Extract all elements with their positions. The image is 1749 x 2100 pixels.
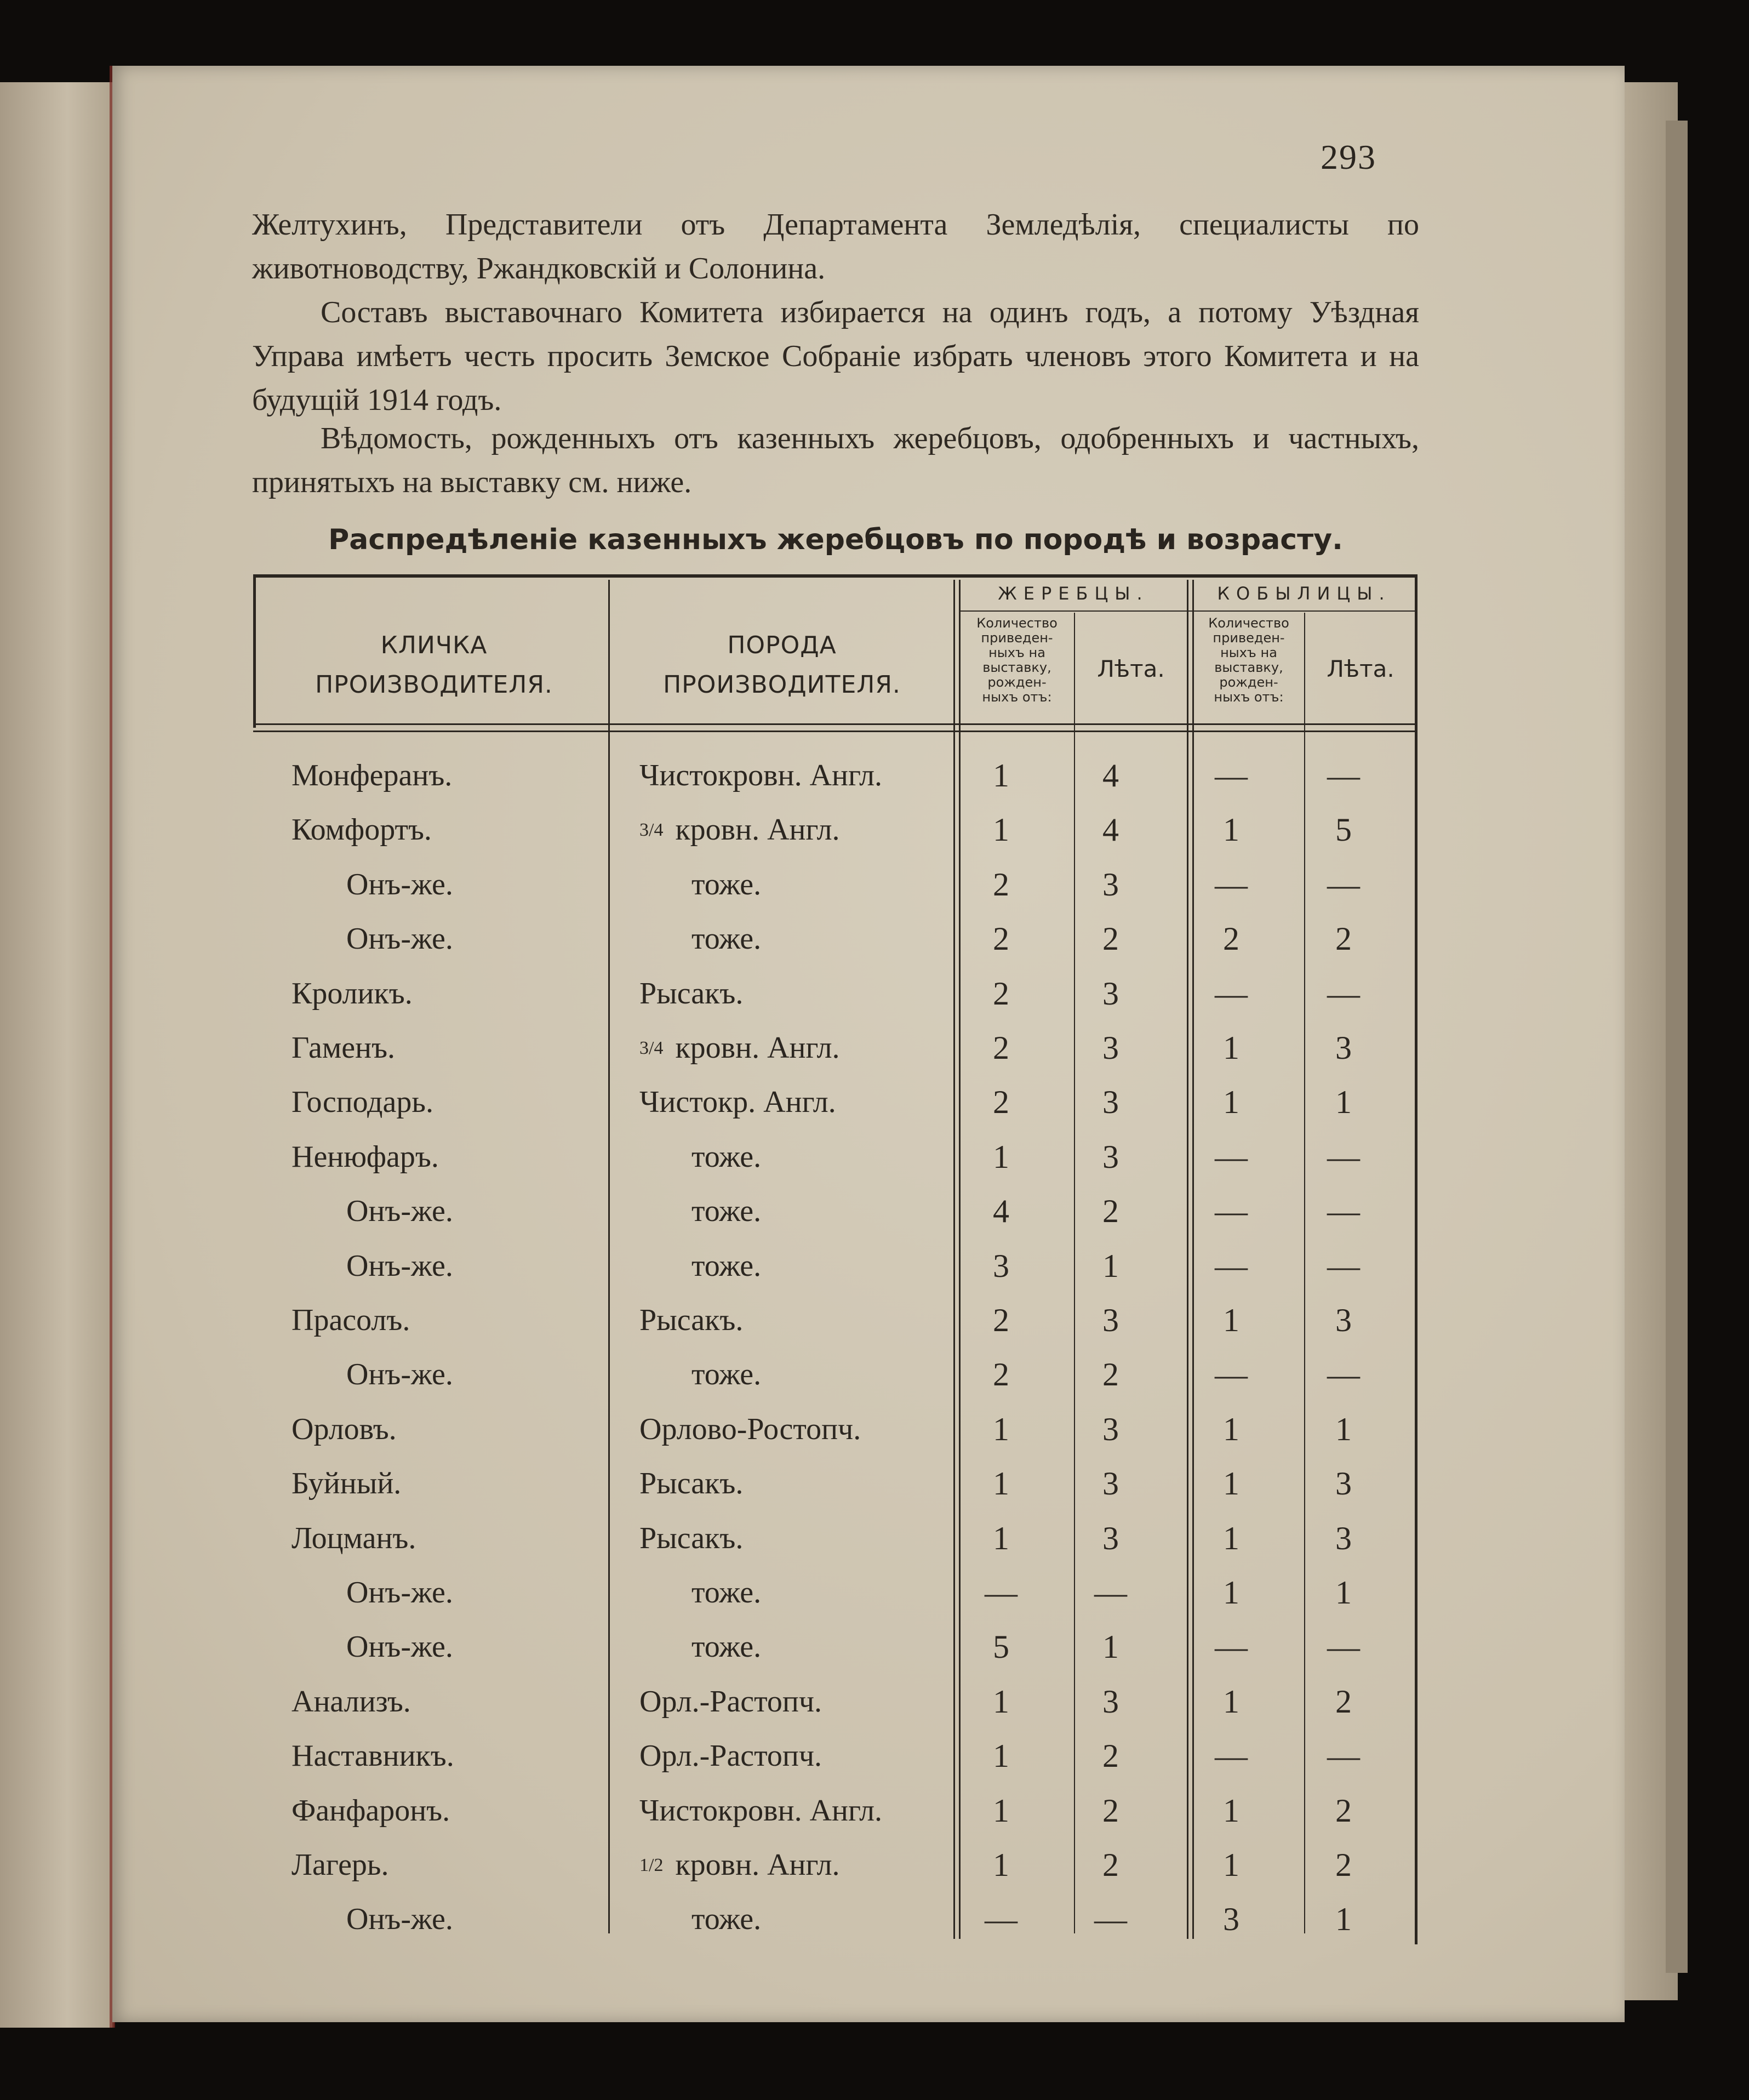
- cell-breed-fraction: 1/2: [639, 1855, 664, 1875]
- cell-breed: тоже.: [691, 1194, 762, 1229]
- cell-stallion-years: 2: [1102, 1847, 1119, 1883]
- cell-mare-years: —: [1327, 1193, 1360, 1230]
- page-stack-edge-inner: [1666, 121, 1688, 1973]
- cell-breed: тоже.: [691, 1357, 762, 1392]
- cell-mare-years: —: [1327, 1738, 1360, 1774]
- cell-breed: Орл.-Растопч.: [639, 1684, 822, 1719]
- cell-mare-count: 1: [1223, 1030, 1239, 1066]
- cell-stallion-count: 5: [993, 1629, 1009, 1665]
- cell-stallion-name: Гаменъ.: [292, 1031, 396, 1065]
- cell-mare-years: 3: [1335, 1030, 1352, 1066]
- table-row: [253, 1457, 1417, 1511]
- cell-stallion-years: 3: [1102, 1465, 1119, 1502]
- cell-mare-count: 3: [1223, 1901, 1239, 1938]
- cell-mare-years: 3: [1335, 1465, 1352, 1502]
- cell-stallion-count: 1: [993, 1411, 1009, 1447]
- cell-stallion-years: 3: [1102, 1138, 1119, 1175]
- cell-stallion-count: 4: [993, 1193, 1009, 1230]
- table-row: [253, 858, 1417, 912]
- header-count-line: приведен-: [981, 630, 1053, 646]
- cell-stallion-years: 3: [1102, 1520, 1119, 1556]
- cell-mare-count: —: [1215, 866, 1248, 903]
- cell-mare-count: —: [1215, 975, 1248, 1012]
- table-row: [253, 1402, 1417, 1457]
- cell-mare-count: 1: [1223, 812, 1239, 848]
- cell-stallion-name: Онъ-же.: [346, 1248, 453, 1283]
- cell-mare-count: 1: [1223, 1847, 1239, 1883]
- header-mare-count: [1193, 616, 1304, 705]
- cell-mare-count: 1: [1223, 1302, 1239, 1338]
- header-name-line2: ПРОИЗВОДИТЕЛЯ.: [315, 671, 553, 699]
- table-row: [253, 1130, 1417, 1184]
- cell-mare-count: —: [1215, 1247, 1248, 1284]
- paragraph-2: [252, 290, 1419, 422]
- cell-mare-count: —: [1215, 1356, 1248, 1393]
- cell-mare-count: 1: [1223, 1084, 1239, 1121]
- cell-mare-count: —: [1215, 1138, 1248, 1175]
- cell-mare-count: —: [1215, 1738, 1248, 1774]
- cell-stallion-name: Онъ-же.: [346, 1630, 453, 1664]
- cell-stallion-count: 1: [993, 1683, 1009, 1720]
- cell-stallion-name: Анализъ.: [292, 1684, 411, 1719]
- cell-breed: тоже.: [691, 867, 762, 901]
- cell-stallion-name: Прасолъ.: [292, 1303, 410, 1337]
- cell-stallion-years: 1: [1102, 1629, 1119, 1665]
- cell-mare-years: —: [1327, 1138, 1360, 1175]
- cell-stallion-name: Онъ-же.: [346, 1194, 453, 1229]
- header-mares: КОБЫЛИЦЫ.: [1217, 583, 1391, 604]
- cell-stallion-name: Фанфаронъ.: [292, 1793, 450, 1828]
- cell-stallion-count: 1: [993, 1138, 1009, 1175]
- cell-breed: Орлово-Ростопч.: [639, 1412, 861, 1446]
- cell-stallion-name: Ненюфаръ.: [292, 1139, 439, 1174]
- cell-breed: [639, 1021, 840, 1075]
- table-row: [253, 1620, 1417, 1674]
- cell-mare-years: —: [1327, 1247, 1360, 1284]
- cell-stallion-count: 1: [993, 1792, 1009, 1829]
- table-row: [253, 1892, 1417, 1947]
- cell-stallion-years: 3: [1102, 1302, 1119, 1338]
- table-row: [253, 1239, 1417, 1293]
- cell-stallion-count: 2: [993, 1302, 1009, 1338]
- header-breed-line2: ПРОИЗВОДИТЕЛЯ.: [663, 671, 901, 699]
- cell-stallion-years: 3: [1102, 1030, 1119, 1066]
- cell-stallion-count: 2: [993, 921, 1009, 957]
- header-count-line: ныхъ отъ:: [1214, 689, 1284, 705]
- cell-stallion-name: Онъ-же.: [346, 1357, 453, 1392]
- cell-stallion-count: 3: [993, 1247, 1009, 1284]
- paragraph-2-text: Составъ выставочнаго Комитета избирается на одинъ годъ, а потому Уѣздная Управа имѣетъ честь просить Земское Собраніе избрать членовъ этого Комитета и на будущій 1914 годъ.: [252, 295, 1419, 417]
- table-row: [253, 1075, 1417, 1129]
- paragraph-3: [252, 416, 1419, 504]
- table-row: [253, 1511, 1417, 1566]
- header-count-line: рожден-: [1219, 675, 1278, 690]
- table-row: [253, 1838, 1417, 1892]
- cell-stallion-years: 2: [1102, 921, 1119, 957]
- cell-mare-years: 5: [1335, 812, 1352, 848]
- table-row: [253, 1675, 1417, 1729]
- cell-mare-count: 1: [1223, 1411, 1239, 1447]
- cell-mare-years: —: [1327, 866, 1360, 903]
- cell-mare-count: 1: [1223, 1574, 1239, 1611]
- table-row: [253, 1293, 1417, 1348]
- cell-mare-years: 1: [1335, 1574, 1352, 1611]
- cell-breed: Чистокровн. Англ.: [639, 1793, 883, 1828]
- header-count-line: выставку,: [982, 660, 1051, 675]
- header-breed-line1: ПОРОДА: [727, 631, 837, 659]
- table-row: [253, 1729, 1417, 1783]
- table-left-border: [253, 574, 256, 728]
- cell-stallion-years: —: [1094, 1901, 1127, 1938]
- paragraph-1-text: Желтухинъ, Представители отъ Департамента Земледѣлія, специалисты по животноводству, Ржандковскій и Солонина.: [252, 208, 1419, 286]
- cell-mare-count: —: [1215, 1629, 1248, 1665]
- header-separator-double: [253, 731, 1417, 732]
- cell-mare-count: 2: [1223, 921, 1239, 957]
- cell-stallion-count: 1: [993, 757, 1009, 794]
- cell-breed: тоже.: [691, 922, 762, 956]
- cell-stallion-years: 3: [1102, 1683, 1119, 1720]
- cell-stallion-count: 1: [993, 812, 1009, 848]
- cell-breed: Рысакъ.: [639, 1521, 744, 1555]
- paragraph-3-text: Вѣдомость, рожденныхъ отъ казенныхъ жеребцовъ, одобренныхъ и частныхъ, принятыхъ на выставку см. ниже.: [252, 421, 1419, 499]
- cell-stallion-name: Наставникъ.: [292, 1739, 454, 1773]
- header-count-line: приведен-: [1213, 630, 1285, 646]
- cell-stallion-years: 1: [1102, 1247, 1119, 1284]
- header-count-line: Количество: [976, 615, 1058, 631]
- cell-mare-count: 1: [1223, 1792, 1239, 1829]
- cell-stallion-years: —: [1094, 1574, 1127, 1611]
- cell-breed: Рысакъ.: [639, 976, 744, 1011]
- header-count-line: рожден-: [987, 675, 1047, 690]
- cell-stallion-name: Онъ-же.: [346, 1902, 453, 1937]
- cell-stallion-count: 2: [993, 975, 1009, 1012]
- cell-mare-years: —: [1327, 757, 1360, 794]
- cell-stallion-count: 1: [993, 1738, 1009, 1774]
- cell-mare-years: 2: [1335, 1792, 1352, 1829]
- table-row: [253, 967, 1417, 1021]
- table-row: [253, 749, 1417, 803]
- header-stallion-years: Лѣта.: [1097, 655, 1165, 682]
- cell-breed: тоже.: [691, 1576, 762, 1610]
- cell-mare-years: 1: [1335, 1411, 1352, 1447]
- cell-stallion-name: Господарь.: [292, 1085, 433, 1120]
- table-row: [253, 1021, 1417, 1075]
- cell-breed: тоже.: [691, 1630, 762, 1664]
- cell-mare-years: 1: [1335, 1084, 1352, 1121]
- table-top-border: [253, 574, 1417, 578]
- cell-mare-years: —: [1327, 1629, 1360, 1665]
- cell-breed-fraction: 3/4: [639, 820, 664, 841]
- cell-mare-years: 3: [1335, 1520, 1352, 1556]
- table-row: [253, 1348, 1417, 1402]
- cell-stallion-name: Онъ-же.: [346, 1576, 453, 1610]
- cell-breed: тоже.: [691, 1902, 762, 1937]
- table-title: Распредѣленіе казенныхъ жеребцовъ по породѣ и возрасту.: [328, 523, 1343, 556]
- cell-stallion-name: Орловъ.: [292, 1412, 397, 1446]
- cell-stallion-count: 1: [993, 1520, 1009, 1556]
- table-row: [253, 1184, 1417, 1239]
- cell-stallion-count: 2: [993, 1084, 1009, 1121]
- cell-breed-fraction: 3/4: [639, 1038, 664, 1058]
- cell-breed: Чистокр. Англ.: [639, 1085, 836, 1120]
- cell-stallion-years: 4: [1102, 812, 1119, 848]
- cell-stallion-count: 1: [993, 1847, 1009, 1883]
- cell-stallion-name: Монферанъ.: [292, 758, 453, 792]
- cell-stallion-count: —: [985, 1574, 1018, 1611]
- cell-mare-years: 2: [1335, 921, 1352, 957]
- table-row: [253, 912, 1417, 966]
- cell-mare-years: —: [1327, 975, 1360, 1012]
- cell-stallion-years: 3: [1102, 1084, 1119, 1121]
- header-count-line: Количество: [1208, 615, 1289, 631]
- cell-breed: [639, 1838, 840, 1892]
- header-count-line: ныхъ отъ:: [982, 689, 1052, 705]
- cell-breed-text: кровн. Англ.: [675, 1848, 840, 1882]
- horse-table: [253, 574, 1417, 1955]
- cell-stallion-count: —: [985, 1901, 1018, 1938]
- cell-stallion-count: 2: [993, 1356, 1009, 1393]
- header-name-line1: КЛИЧКА: [380, 631, 488, 659]
- cell-breed: Орл.-Растопч.: [639, 1739, 822, 1773]
- cell-stallion-years: 3: [1102, 866, 1119, 903]
- left-page-edge: [0, 82, 114, 2028]
- cell-stallion-years: 2: [1102, 1792, 1119, 1829]
- cell-breed-text: кровн. Англ.: [675, 1031, 840, 1065]
- cell-mare-count: —: [1215, 757, 1248, 794]
- table-row: [253, 1566, 1417, 1620]
- cell-stallion-years: 2: [1102, 1193, 1119, 1230]
- paragraph-1: [252, 203, 1419, 290]
- header-mare-years: Лѣта.: [1327, 655, 1394, 682]
- cell-stallion-years: 4: [1102, 757, 1119, 794]
- cell-stallion-years: 2: [1102, 1356, 1119, 1393]
- cell-stallion-name: Лоцманъ.: [292, 1521, 416, 1555]
- cell-breed: [639, 803, 840, 857]
- cell-breed: Рысакъ.: [639, 1303, 744, 1337]
- cell-mare-years: —: [1327, 1356, 1360, 1393]
- cell-stallion-name: Онъ-же.: [346, 922, 453, 956]
- cell-mare-years: 1: [1335, 1901, 1352, 1938]
- cell-mare-count: 1: [1223, 1465, 1239, 1502]
- cell-breed: тоже.: [691, 1139, 762, 1174]
- cell-mare-count: —: [1215, 1193, 1248, 1230]
- header-stallions: ЖЕРЕБЦЫ.: [998, 583, 1149, 604]
- cell-stallion-years: 2: [1102, 1738, 1119, 1774]
- cell-mare-count: 1: [1223, 1683, 1239, 1720]
- cell-stallion-name: Лагерь.: [292, 1848, 389, 1882]
- group-header-underline: [959, 610, 1415, 612]
- cell-stallion-years: 3: [1102, 1411, 1119, 1447]
- cell-breed: Чистокровн. Англ.: [639, 758, 883, 792]
- cell-stallion-count: 2: [993, 866, 1009, 903]
- cell-mare-count: 1: [1223, 1520, 1239, 1556]
- cell-stallion-name: Кроликъ.: [292, 976, 413, 1011]
- cell-stallion-name: Буйный.: [292, 1466, 402, 1501]
- header-count-line: выставку,: [1214, 660, 1283, 675]
- cell-stallion-years: 3: [1102, 975, 1119, 1012]
- header-separator: [253, 723, 1417, 725]
- cell-stallion-name: Онъ-же.: [346, 867, 453, 901]
- cell-stallion-name: Комфортъ.: [292, 813, 432, 847]
- cell-breed-text: кровн. Англ.: [675, 813, 840, 847]
- cell-mare-years: 3: [1335, 1302, 1352, 1338]
- cell-mare-years: 2: [1335, 1683, 1352, 1720]
- cell-stallion-count: 2: [993, 1030, 1009, 1066]
- cell-mare-years: 2: [1335, 1847, 1352, 1883]
- table-row: [253, 803, 1417, 857]
- cell-breed: Рысакъ.: [639, 1466, 744, 1501]
- table-row: [253, 1784, 1417, 1838]
- cell-breed: тоже.: [691, 1248, 762, 1283]
- header-stallion-count: [960, 616, 1074, 705]
- header-count-line: ныхъ на: [988, 645, 1045, 660]
- cell-stallion-count: 1: [993, 1465, 1009, 1502]
- header-count-line: ныхъ на: [1220, 645, 1277, 660]
- page-number: 293: [1321, 138, 1376, 176]
